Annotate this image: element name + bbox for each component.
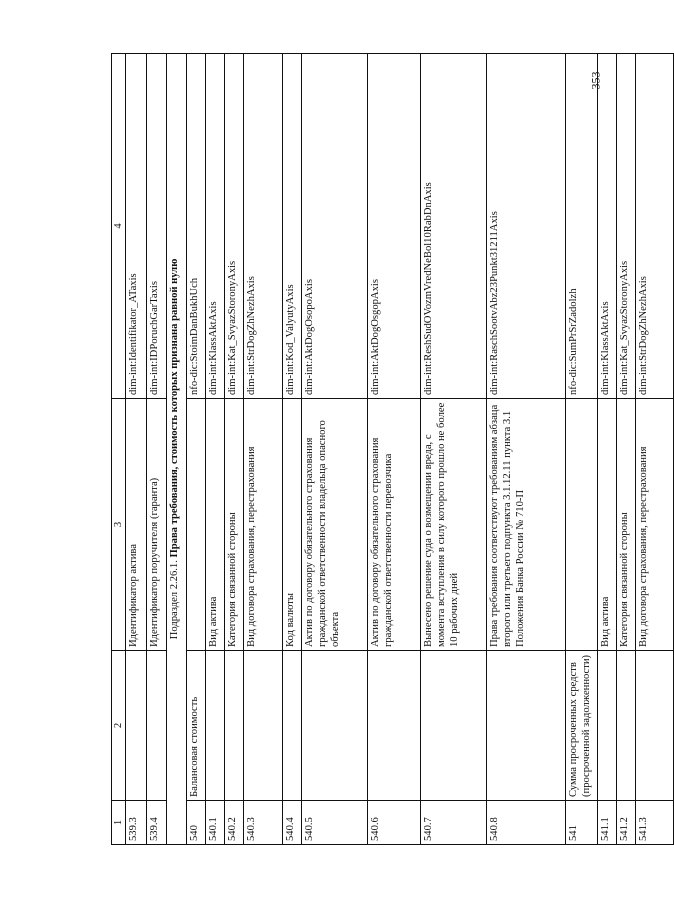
table-row bbox=[566, 54, 598, 845]
row-code: dim-int:ReshSudOVozmVredNeBol10RabDnAxis bbox=[421, 54, 487, 399]
row-code: dim-int:RaschSootvAbz23Punkt31211Axis bbox=[487, 54, 566, 399]
column-number-row bbox=[112, 54, 126, 845]
row-id: 540.3 bbox=[244, 801, 283, 845]
row-description: Идентификатор поручителя (гаранта) bbox=[147, 399, 167, 651]
row-description bbox=[566, 399, 598, 651]
data-table bbox=[111, 53, 674, 845]
row-code: nfo-dic:StoimDanBukhUch bbox=[187, 54, 206, 399]
row-description: Код валюты bbox=[283, 399, 302, 651]
row-name bbox=[126, 651, 147, 801]
row-code: dim-int:StrDogZhNezhAxis bbox=[244, 54, 283, 399]
row-code: dim-int:Kat_SvyazStoronyAxis bbox=[617, 54, 636, 399]
row-name bbox=[487, 651, 566, 801]
row-name bbox=[244, 651, 283, 801]
column-header: 4 bbox=[112, 54, 126, 399]
row-description: Вынесено решение суда о возмещении вреда, с момента вступления в силу которого прошло не более 10 рабочих дней bbox=[421, 399, 487, 651]
row-name bbox=[147, 651, 167, 801]
table-row bbox=[617, 54, 636, 845]
column-header: 1 bbox=[112, 801, 126, 845]
table-row bbox=[368, 54, 421, 845]
table-row bbox=[598, 54, 617, 845]
section-row bbox=[167, 54, 187, 845]
row-id: 541.3 bbox=[636, 801, 674, 845]
table-row bbox=[147, 54, 167, 845]
row-code: nfo-dic:SumPrSrZadolzh bbox=[566, 54, 598, 399]
column-header: 2 bbox=[112, 651, 126, 801]
row-code: dim-int:StrDogZhNezhAxis bbox=[636, 54, 674, 399]
row-id: 540.6 bbox=[368, 801, 421, 845]
row-description bbox=[187, 399, 206, 651]
row-name bbox=[302, 651, 368, 801]
row-description: Идентификатор актива bbox=[126, 399, 147, 651]
table-row bbox=[126, 54, 147, 845]
row-description: Вид актива bbox=[598, 399, 617, 651]
row-name bbox=[206, 651, 225, 801]
row-id: 540.5 bbox=[302, 801, 368, 845]
row-description: Категория связанной стороны bbox=[617, 399, 636, 651]
row-code: dim-int:IDPoruchGarTaxis bbox=[147, 54, 167, 399]
table-row bbox=[244, 54, 283, 845]
row-name bbox=[636, 651, 674, 801]
row-description: Актив по договору обязательного страхования гражданской ответственности перевозчика bbox=[368, 399, 421, 651]
row-description: Вид договора страхования, перестрахования bbox=[636, 399, 674, 651]
row-code: dim-int:AktDogOsgopAxis bbox=[368, 54, 421, 399]
table-row bbox=[187, 54, 206, 845]
row-name bbox=[421, 651, 487, 801]
table-row bbox=[487, 54, 566, 845]
table-row bbox=[636, 54, 674, 845]
table-row bbox=[225, 54, 244, 845]
page-number: 353 bbox=[588, 71, 603, 89]
row-id: 540.7 bbox=[421, 801, 487, 845]
row-code: dim-int:Kod_ValyutyAxis bbox=[283, 54, 302, 399]
row-name bbox=[598, 651, 617, 801]
row-name: Балансовая стоимость bbox=[187, 651, 206, 801]
row-id: 541 bbox=[566, 801, 598, 845]
row-id: 541.2 bbox=[617, 801, 636, 845]
row-id: 540.1 bbox=[206, 801, 225, 845]
row-code: dim-int:Identifikator_ATaxis bbox=[126, 54, 147, 399]
row-description: Категория связанной стороны bbox=[225, 399, 244, 651]
section-prefix: Подраздел 2.26.1. bbox=[169, 560, 181, 640]
row-name: Сумма просроченных средств (просроченной задолженности) bbox=[566, 651, 598, 801]
row-code: dim-int:Kat_SvyazStoronyAxis bbox=[225, 54, 244, 399]
row-description: Актив по договору обязательного страхования гражданской ответственности владельца опасного объекта bbox=[302, 399, 368, 651]
section-heading bbox=[167, 54, 187, 845]
row-code: dim-int:KlassAktAxis bbox=[206, 54, 225, 399]
table-row bbox=[302, 54, 368, 845]
column-header: 3 bbox=[112, 399, 126, 651]
row-name bbox=[617, 651, 636, 801]
section-title: Права требования, стоимость которых признана равной нулю bbox=[169, 258, 181, 558]
row-description: Вид актива bbox=[206, 399, 225, 651]
row-description: Права требования соответствуют требованиям абзаца второго или третьего подпункта 3.1.12.11 пункта 3.1 Положения Банка России № 710-П bbox=[487, 399, 566, 651]
row-id: 540.2 bbox=[225, 801, 244, 845]
row-code: dim-int:KlassAktAxis bbox=[598, 54, 617, 399]
table-row bbox=[421, 54, 487, 845]
row-id: 539.4 bbox=[147, 801, 167, 845]
row-id: 540.4 bbox=[283, 801, 302, 845]
row-id: 540 bbox=[187, 801, 206, 845]
row-id: 540.8 bbox=[487, 801, 566, 845]
row-description: Вид договора страхования, перестрахования bbox=[244, 399, 283, 651]
table-row bbox=[206, 54, 225, 845]
row-name bbox=[283, 651, 302, 801]
table-row bbox=[283, 54, 302, 845]
row-name bbox=[368, 651, 421, 801]
row-id: 539.3 bbox=[126, 801, 147, 845]
row-id: 541.1 bbox=[598, 801, 617, 845]
row-code: dim-int:AktDogOsopoAxis bbox=[302, 54, 368, 399]
row-name bbox=[225, 651, 244, 801]
